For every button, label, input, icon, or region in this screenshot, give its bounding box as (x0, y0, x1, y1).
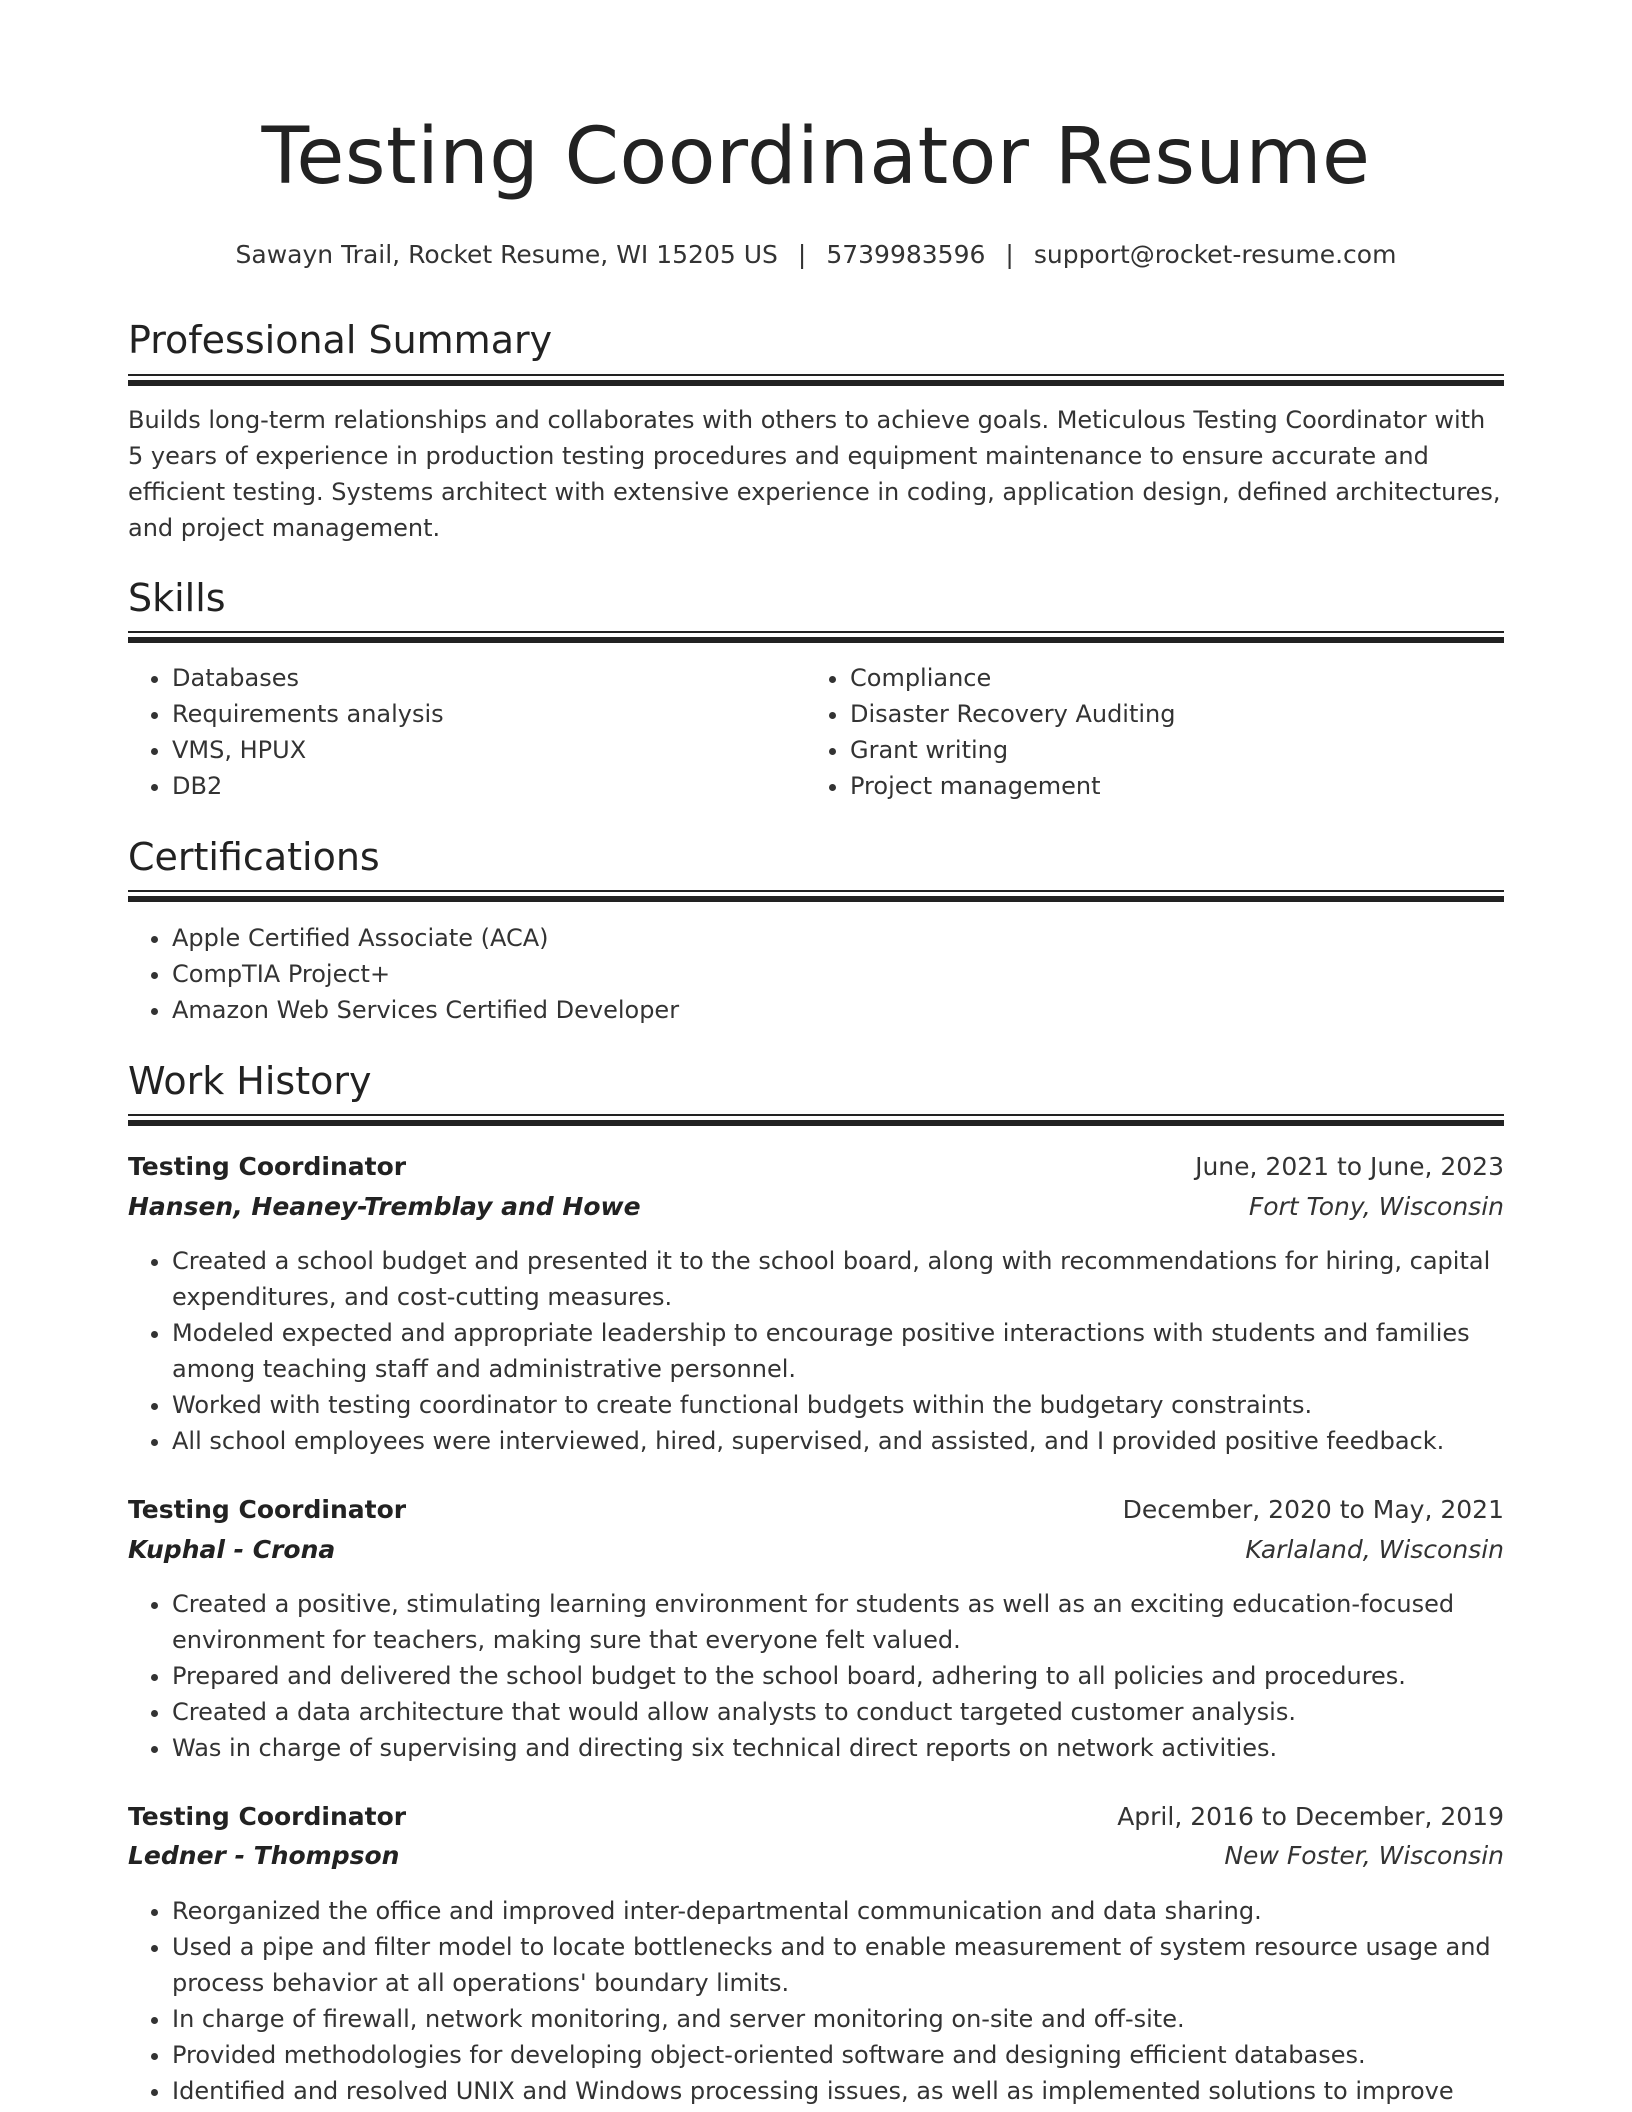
job-bullet: • Created a school budget and presented it to the school board, along with recommendations for hiring, capital expenditures, and cost-cutting measures. (172, 1243, 1504, 1315)
job-title: Testing Coordinator (128, 1802, 407, 1831)
contact-separator: | (1005, 240, 1014, 269)
job-bullet: • In charge of firewall, network monitoring, and server monitoring on-site and off-site. (172, 2001, 1504, 2037)
contact-line (128, 240, 1504, 270)
job-location: Karlaland, Wisconsin (1245, 1535, 1504, 1564)
certification-item: • Amazon Web Services Certified Developer (172, 992, 1504, 1028)
job-company: Hansen, Heaney-Tremblay and Howe (128, 1192, 641, 1221)
section-divider (128, 1114, 1504, 1126)
job-bullet: • Provided methodologies for developing object-oriented software and designing efficient databases. (172, 2037, 1504, 2073)
certifications-heading: Certifications (128, 835, 380, 879)
contact-address: Sawayn Trail, Rocket Resume, WI 15205 US (235, 240, 778, 269)
section-divider (128, 890, 1504, 902)
job-bullet: • Modeled expected and appropriate leadership to encourage positive interactions with students and families among teaching staff and administrative personnel. (172, 1315, 1504, 1387)
work-history-heading: Work History (128, 1059, 372, 1103)
job-dates: December, 2020 to May, 2021 (1122, 1495, 1504, 1524)
skills-list-right (806, 660, 1490, 804)
section-divider (128, 631, 1504, 643)
skill-item: • Disaster Recovery Auditing (850, 696, 1490, 732)
certification-item: • Apple Certified Associate (ACA) (172, 920, 1504, 956)
skill-item: • Requirements analysis (172, 696, 812, 732)
job-location: Fort Tony, Wisconsin (1248, 1192, 1504, 1221)
contact-email[interactable]: support@rocket-resume.com (1033, 240, 1397, 269)
certifications-list (128, 920, 1504, 1028)
job-bullet: • Worked with testing coordinator to create functional budgets within the budgetary constraints. (172, 1387, 1504, 1423)
job-bullet: • Reorganized the office and improved inter-departmental communication and data sharing. (172, 1893, 1504, 1929)
job-dates: June, 2021 to June, 2023 (1195, 1152, 1504, 1181)
job-bullets (128, 1893, 1504, 2109)
page-title: Testing Coordinator Resume (261, 112, 1371, 202)
contact-phone: 5739983596 (826, 240, 986, 269)
section-divider (128, 374, 1504, 386)
certification-item: • CompTIA Project+ (172, 956, 1504, 992)
job-title: Testing Coordinator (128, 1495, 407, 1524)
job-location: New Foster, Wisconsin (1224, 1841, 1504, 1870)
skills-list-left (128, 660, 812, 804)
skill-item: • DB2 (172, 768, 812, 804)
job-bullet: • Created a data architecture that would allow analysts to conduct targeted customer analysis. (172, 1694, 1504, 1730)
skill-item: • Databases (172, 660, 812, 696)
job-company: Ledner - Thompson (128, 1841, 400, 1870)
job-bullets (128, 1586, 1504, 1766)
job-bullet: • Prepared and delivered the school budget to the school board, adhering to all policies and procedures. (172, 1658, 1504, 1694)
skill-item: • Grant writing (850, 732, 1490, 768)
job-bullet: • Created a positive, stimulating learning environment for students as well as an exciting education-focused environment for teachers, making sure that everyone felt valued. (172, 1586, 1504, 1658)
job-bullet: • Was in charge of supervising and directing six technical direct reports on network activities. (172, 1730, 1504, 1766)
job-bullet: • Used a pipe and filter model to locate bottlenecks and to enable measurement of system resource usage and process behavior at all operations' boundary limits. (172, 1929, 1504, 2001)
job-title: Testing Coordinator (128, 1152, 407, 1181)
skills-heading: Skills (128, 576, 226, 620)
skill-item: • Compliance (850, 660, 1490, 696)
summary-heading: Professional Summary (128, 318, 553, 362)
job-bullet: • Identified and resolved UNIX and Windows processing issues, as well as implemented solutions to improve (172, 2073, 1504, 2109)
job-bullets (128, 1243, 1504, 1459)
job-bullet: • All school employees were interviewed, hired, supervised, and assisted, and I provided positive feedback. (172, 1423, 1504, 1459)
skill-item: • VMS, HPUX (172, 732, 812, 768)
skill-item: • Project management (850, 768, 1490, 804)
contact-separator: | (797, 240, 807, 269)
job-company: Kuphal - Crona (128, 1535, 336, 1564)
summary-text: Builds long-term relationships and collaborates with others to achieve goals. Meticulous Testing Coordinator with 5 years of experience in production testing procedures and equipment maintenance to ensure accurate and efficient testing. Systems architect with extensive experience in coding, application design, defined architectures, and project management. (128, 406, 1501, 542)
job-dates: April, 2016 to December, 2019 (1117, 1802, 1504, 1831)
